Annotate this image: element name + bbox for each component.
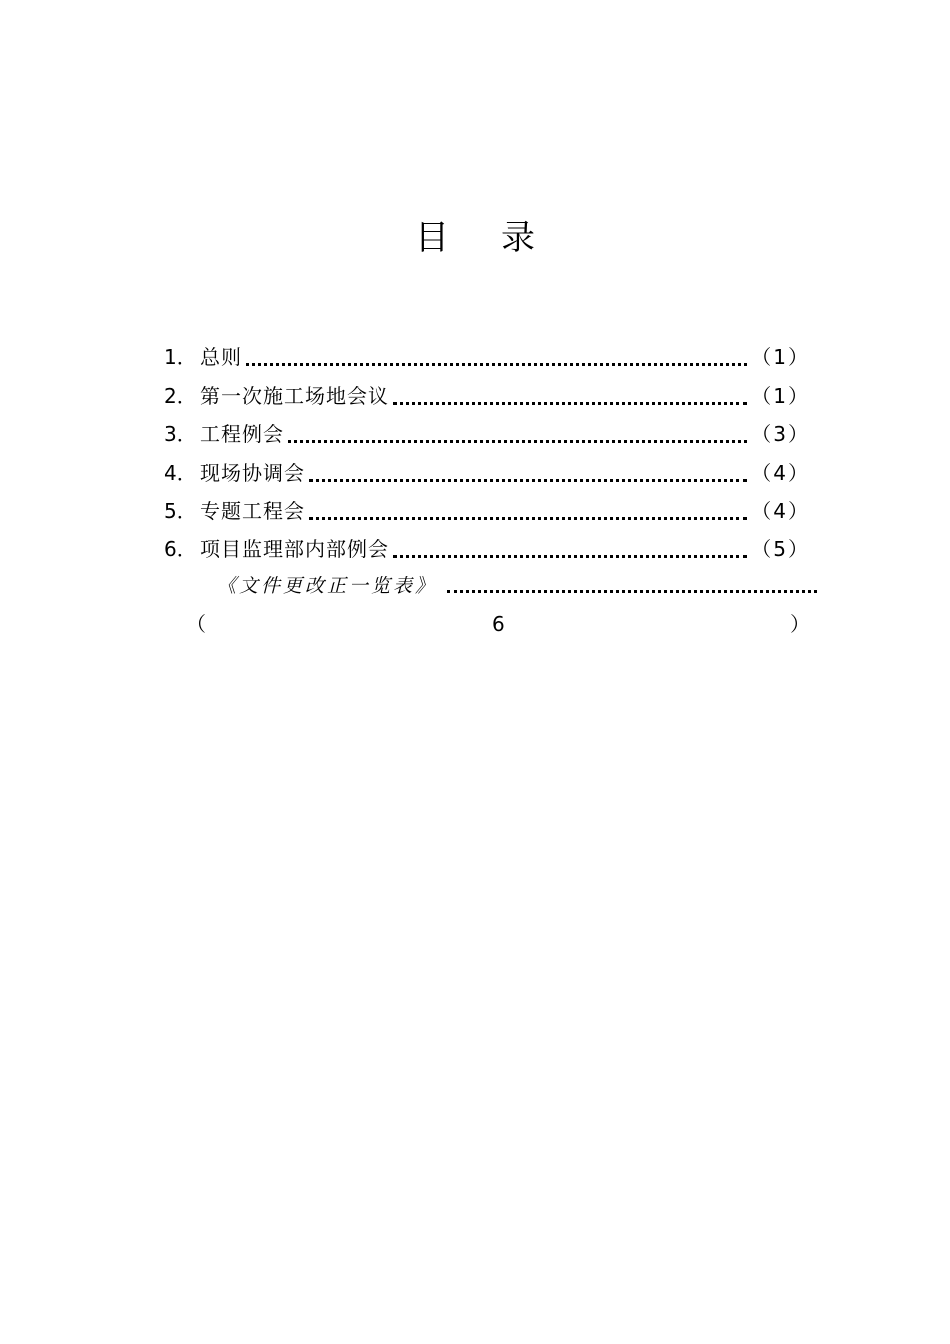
page-title	[0, 214, 950, 262]
page-title-char-1: 目	[415, 218, 449, 258]
toc-entry-label: 工程例会	[200, 422, 284, 447]
toc-dot-leader	[288, 415, 747, 453]
toc-entry-page: （1）	[751, 345, 810, 370]
toc-entry[interactable]	[164, 338, 810, 376]
toc-entry-label: 第一次施工场地会议	[200, 383, 389, 408]
toc-entry-page: （5）	[751, 537, 810, 562]
toc-entry[interactable]	[164, 530, 810, 568]
toc-entry-number: 5．	[164, 498, 197, 523]
toc-appendix-entry[interactable]	[217, 568, 817, 604]
toc-appendix-paren-close: ）	[790, 612, 810, 636]
toc-entry-label: 总则	[200, 345, 242, 370]
toc-entry-label: 现场协调会	[200, 460, 305, 485]
toc-entry-page: （3）	[751, 422, 810, 447]
toc-appendix-label: 《文件更改正一览表》	[217, 575, 438, 597]
toc-entry-number: 6．	[164, 537, 197, 562]
table-of-contents	[164, 338, 810, 568]
toc-dot-leader	[309, 492, 747, 530]
toc-dot-leader	[447, 568, 817, 604]
toc-entry-number: 1．	[164, 345, 197, 370]
toc-dot-leader	[393, 377, 747, 415]
toc-entry-page: （4）	[751, 460, 810, 485]
toc-entry-label: 专题工程会	[200, 498, 305, 523]
toc-entry[interactable]	[164, 376, 810, 414]
toc-appendix-page	[186, 606, 810, 642]
toc-entry[interactable]	[164, 453, 810, 491]
toc-entry-label: 项目监理部内部例会	[200, 537, 389, 562]
toc-dot-leader	[309, 454, 747, 492]
toc-appendix-paren-open: （	[186, 612, 206, 636]
toc-entry-number: 2．	[164, 383, 197, 408]
page-title-char-2: 录	[501, 218, 535, 258]
toc-entry-page: （4）	[751, 498, 810, 523]
toc-appendix-page-number: 6	[492, 612, 505, 636]
toc-dot-leader	[393, 530, 747, 568]
toc-entry-number: 4．	[164, 460, 197, 485]
toc-entry-page: （1）	[751, 383, 810, 408]
toc-dot-leader	[246, 338, 747, 376]
toc-entry[interactable]	[164, 492, 810, 530]
toc-entry[interactable]	[164, 415, 810, 453]
toc-entry-number: 3．	[164, 422, 197, 447]
